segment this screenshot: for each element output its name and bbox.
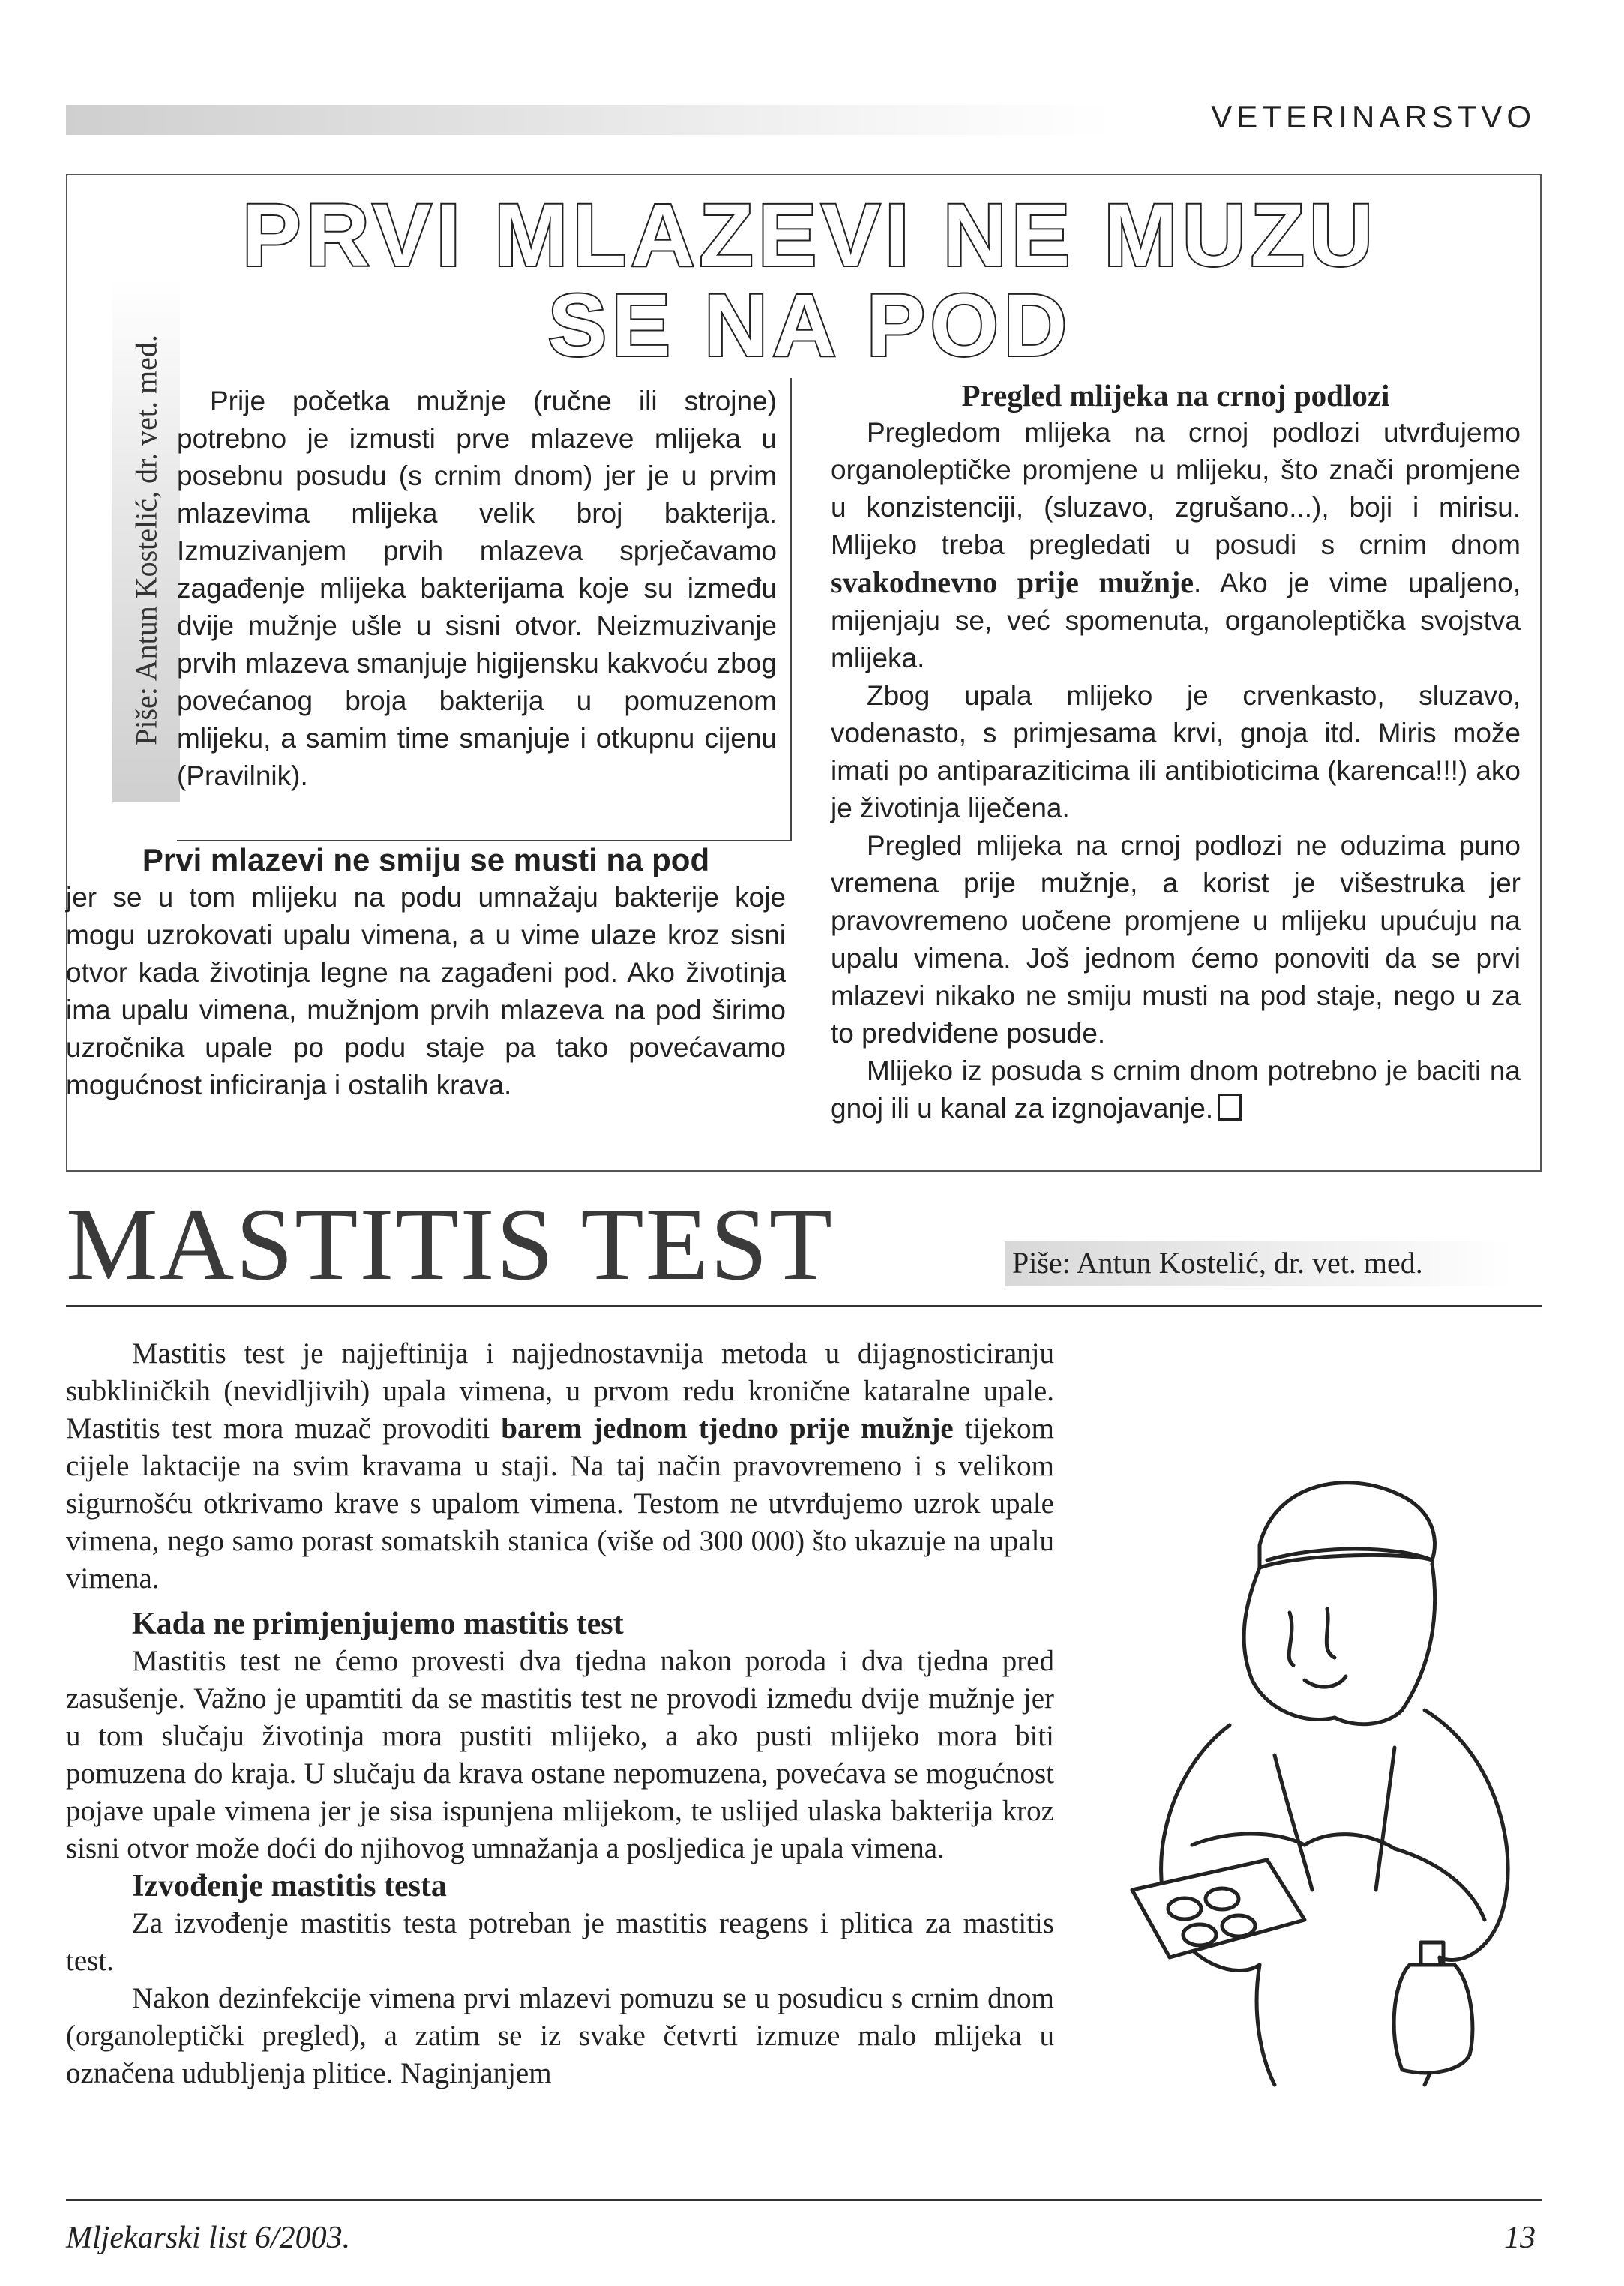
article2-intro-bold: barem jednom tjedno prije mužnje xyxy=(501,1412,954,1444)
article2-subheading2-text2: Nakon dezinfekcije vimena prvi mlazevi pomuzu se u posudicu s crnim dnom (organoleptički pregled), a zatim se iz svake četvrti izmuze malo mlijeka u označena udubljenja plitice. Naginjanjem xyxy=(66,1982,1054,2090)
article2-intro-part1: Mastitis test je najjeftinija i najjednostavnija metoda u dijagnosticiranju subkliničkih (nevidljivih) upala vimena, u prvom redu kronične kataralne upale. Mastitis test mora muzač provoditi xyxy=(66,1337,1054,1444)
header-grey-bar xyxy=(66,105,1116,135)
article2-body xyxy=(66,1605,1054,2092)
article2-subheading1: Kada ne primjenjujemo mastitis test xyxy=(132,1606,624,1641)
article2-title-rule-thin xyxy=(66,1312,1542,1313)
article1-column1-heading: Prvi mlazevi ne smiju se musti na pod xyxy=(142,842,710,878)
article2-title: MASTITIS TEST xyxy=(66,1186,834,1301)
article2-title-rule xyxy=(66,1305,1542,1307)
article1-column2 xyxy=(831,376,1521,1127)
footer-page-number: 13 xyxy=(1504,2221,1536,2255)
article2-subheading2: Izvođenje mastitis testa xyxy=(132,1869,447,1904)
footer-magazine-issue: Mljekarski list 6/2003. xyxy=(66,2221,351,2255)
col2-p1-bold: svakodnevno prije mužnje xyxy=(831,566,1194,599)
col2-p1-part1: Pregledom mlijeka na crnoj podlozi utvrđujemo organoleptičke promjene u mlijeku, što znači promjene u konzistenciji, (sluzavo, zgrušano...), boji i mirisu. Mlijeko treba pregledati u posudi s crnim dnom xyxy=(831,417,1521,560)
article2-subheading2-text1: Za izvođenje mastitis testa potreban je mastitis reagens i plitica za mastitis test. xyxy=(66,1907,1054,1977)
article1-column2-heading: Pregled mlijeka na crnoj podlozi xyxy=(961,378,1390,412)
article1-column2-paragraph4 xyxy=(831,1052,1521,1127)
article1-title-line1: PRVI MLAZEVI NE MUZU xyxy=(241,186,1378,285)
article1-column1 xyxy=(66,842,786,1104)
end-of-article-box-icon xyxy=(1218,1094,1242,1120)
article2-byline: Piše: Antun Kostelić, dr. vet. med. xyxy=(1012,1246,1423,1280)
col2-p4-text: Mlijeko iz posuda s crnim dnom potrebno je baciti na gnoj ili u kanal za izgnojavanje. xyxy=(831,1055,1521,1124)
article1-column2-paragraph1 xyxy=(831,414,1521,677)
article1-byline: Piše: Antun Kostelić, dr. vet. med. xyxy=(129,334,163,746)
article1-title-line2: SE NA POD xyxy=(547,276,1072,375)
col2-p1-part2: . Ako je vime upaljeno, mijenjaju se, već spomenuta, organoleptička svojstva mlijeka. xyxy=(831,568,1521,674)
article1-intro: Prije početka mužnje (ručne ili strojne) potrebno je izmusti prve mlazeve mlijeka u posebnu posudu (s crnim dnom) jer je u prvim mlazevima mlijeka velik broj bakterija. Izmuzivanjem prvih mlazeva sprječavamo zagađenje mlijeka bakterijama koje su između dvije mužnje ušle u sisni otvor. Neizmuzivanje prvih mlazeva smanjuje higijensku kakvoću zbog povećanog broja bakterija u pomuzenom mlijeku, a samim time smanjuje i otkupnu cijenu (Pravilnik). xyxy=(177,386,777,791)
article1-column2-paragraph3: Pregled mlijeka na crnoj podlozi ne oduzima puno vremena prije mužnje, a korist je višestruka jer pravovremeno uočene promjene u mlijeku upućuju na upalu vimena. Još jednom ćemo ponoviti da se prvi mlazevi nikako ne smiju musti na pod staje, nego u za to predviđene posude. xyxy=(831,830,1521,1048)
article2-subheading1-text: Mastitis test ne ćemo provesti dva tjedna nakon poroda i dva tjedna pred zasušenje. Važno je upamtiti da se mastitis test ne provodi između dvije mužnje jer u tom slučaju životinja mora pustiti mlijeko, a ako pusti mlijeko mora biti pomuzena do kraja. U slučaju da krava ostane nepomuzena, povećava se mogućnost pojave upale vimena jer je sisa ispunjena mlijekom, te uslijed ulaska bakterija kroz sisni otvor može doći do njihovog umnažanja a posljedica je upala vimena. xyxy=(66,1645,1054,1864)
article2-intro xyxy=(66,1335,1054,1598)
article1-column2-paragraph2: Zbog upala mlijeko je crvenkasto, sluzavo, vodenasto, s primjesama krvi, gnoja itd. Miris može imati po antiparaziticima ili antibioticima (karenca!!!) ako je životinja liječena. xyxy=(831,680,1521,824)
article2-intro-part2: tijekom cijele laktacije na svim kravama u staji. Na taj način pravovremeno i s velikom sigurnošću otkrivamo krave s upalom vimena. Testom ne utvrđujemo uzrok upale vimena, nego samo porast somatskih stanica (više od 300 000) što ukazuje na upalu vimena. xyxy=(66,1412,1055,1594)
section-label: VETERINARSTVO xyxy=(1211,99,1536,134)
footer-rule xyxy=(66,2199,1542,2201)
article1-column1-text: jer se u tom mlijeku na podu umnažaju bakterije koje mogu uzrokovati upalu vimena, a u vime ulaze kroz sisni otvor kada životinja legne na zagađeni pod. Ako životinja ima upalu vimena, mužnjom prvih mlazeva na pod širimo uzročnika upale po podu staje pa tako povećavamo mogućnost inficiranja i ostalih krava. xyxy=(66,882,786,1100)
milker-illustration xyxy=(1080,1440,1530,2100)
